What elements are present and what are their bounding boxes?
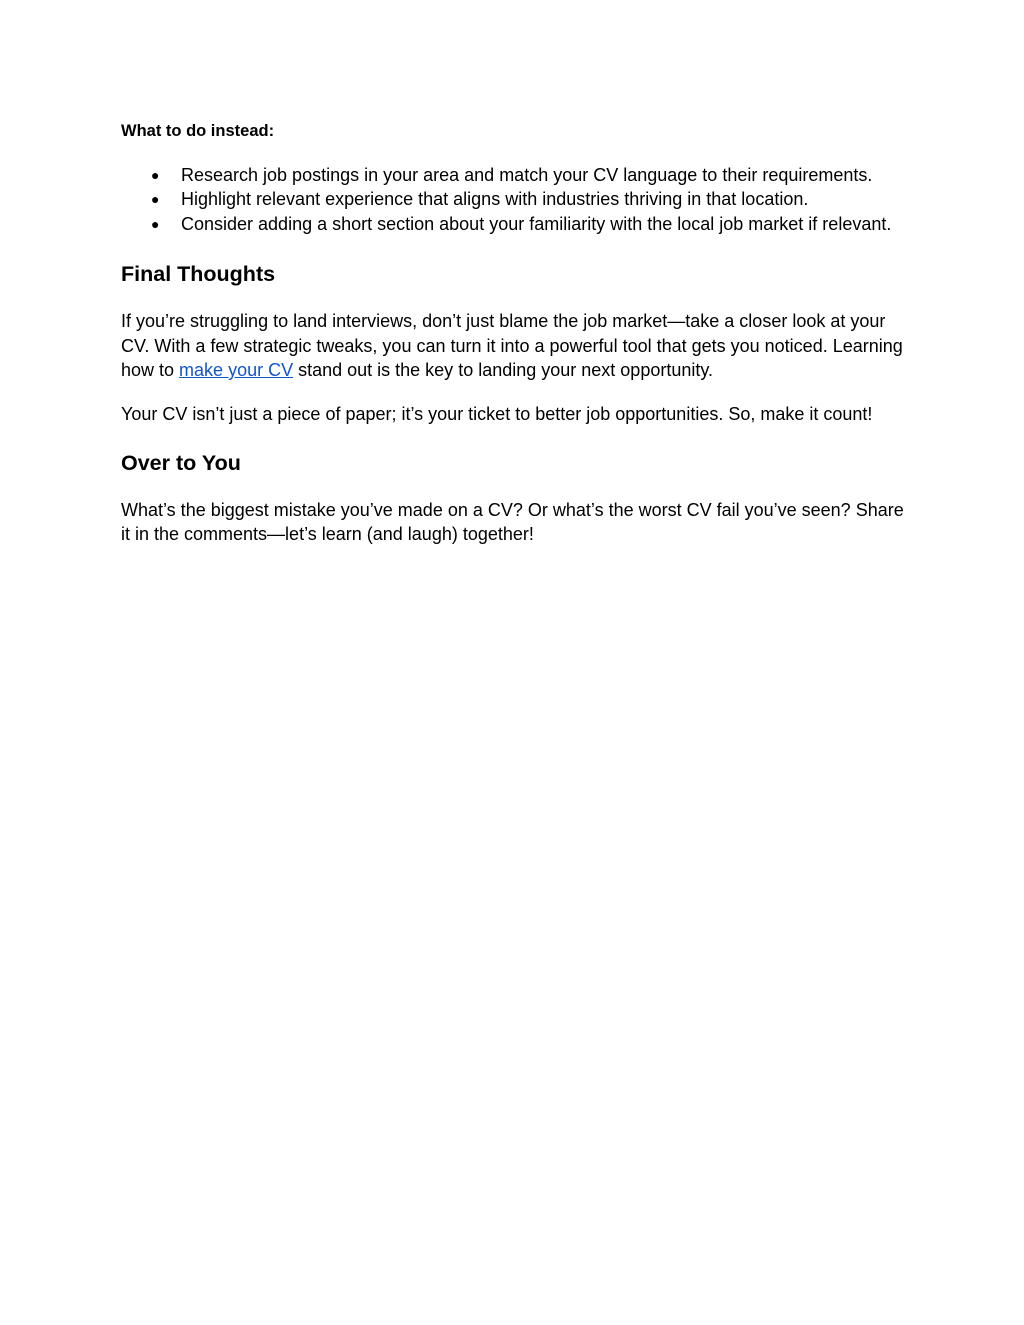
subheading-what-to-do: What to do instead: <box>121 122 275 140</box>
bullet-icon: ● <box>151 167 160 183</box>
heading-over-to-you: Over to You <box>121 450 241 475</box>
make-your-cv-link[interactable]: make your CV <box>179 360 294 381</box>
paragraph-text-after-link: stand out is the key to landing your next opportunity. <box>293 360 714 381</box>
final-thoughts-paragraph-1 <box>121 309 912 382</box>
list-item <box>121 187 912 211</box>
bullet-icon: ● <box>151 215 160 232</box>
over-to-you-paragraph: What’s the biggest mistake you’ve made on a CV? Or what’s the worst CV fail you’ve seen? Share it in the comments—let’s learn (and laugh) together! <box>121 499 904 545</box>
heading-final-thoughts: Final Thoughts <box>121 262 276 287</box>
bullet-text: Consider adding a short section about your familiarity with the local job market if relevant. <box>181 213 892 234</box>
bullet-icon: ● <box>151 191 160 208</box>
advice-bullet-list <box>121 163 912 236</box>
final-thoughts-paragraph-2: Your CV isn’t just a piece of paper; it’s your ticket to better job opportunities. So, make it count! <box>121 404 873 425</box>
bullet-text: Highlight relevant experience that aligns with industries thriving in that location. <box>181 189 809 210</box>
bullet-text: Research job postings in your area and match your CV language to their requirements. <box>181 165 873 185</box>
list-item <box>121 163 912 187</box>
list-item <box>121 212 912 236</box>
paragraph-text-before-link: If you’re struggling to land interviews, don’t just blame the job market—take a closer look at your CV. With a few strategic tweaks, you can turn it into a powerful tool that gets you noticed. Learning how to <box>121 311 903 381</box>
